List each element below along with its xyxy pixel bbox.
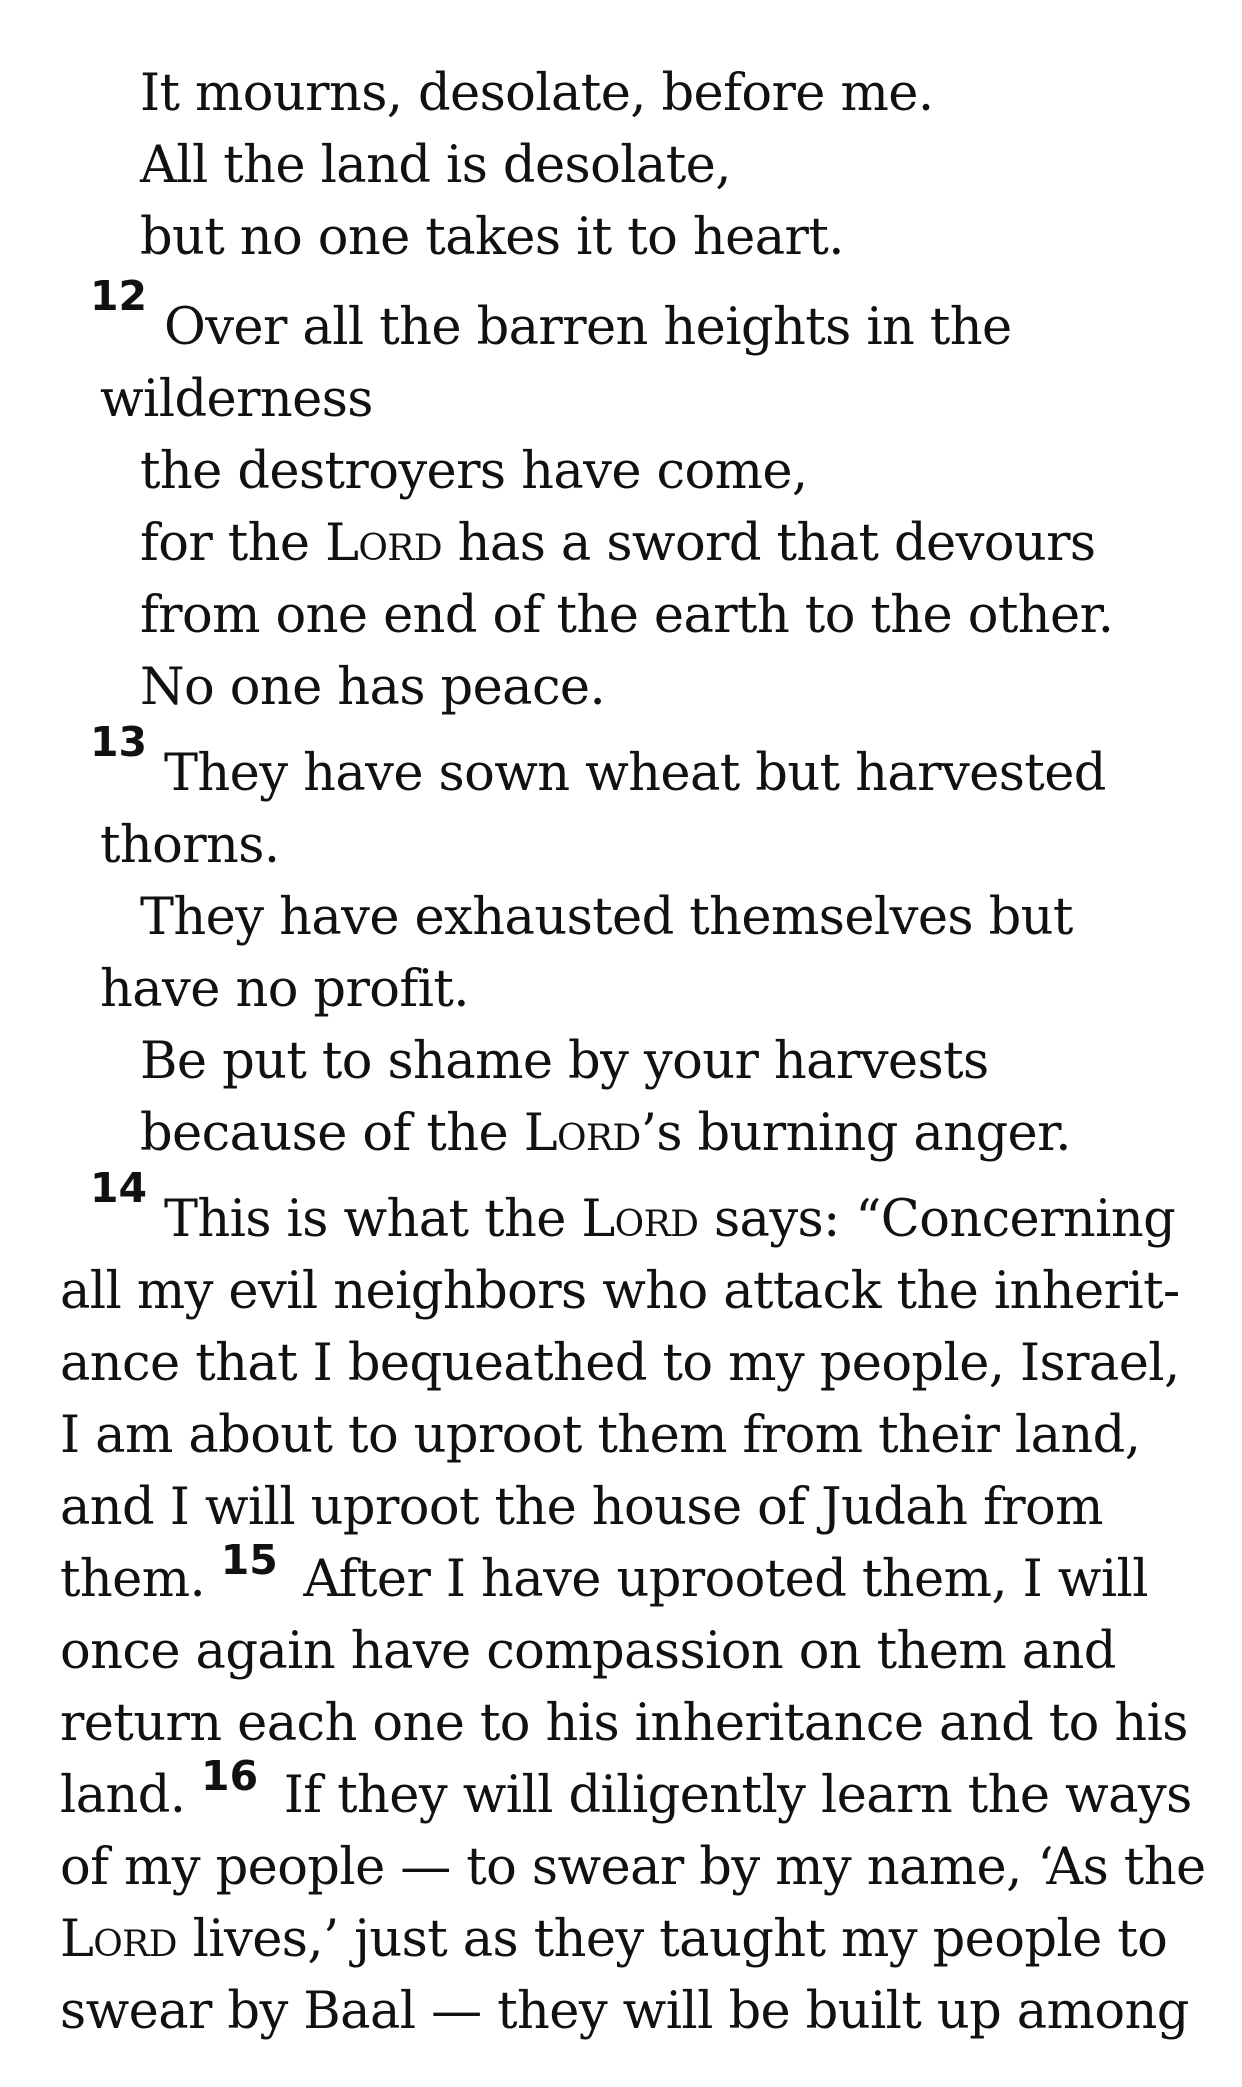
poetry-line — [140, 882, 1073, 954]
verse-text: wilderness — [100, 370, 373, 429]
prose-line — [60, 1904, 1167, 1976]
prose-line — [60, 1616, 1116, 1688]
poetry-line — [100, 364, 373, 436]
verse-text: have no profit. — [100, 960, 469, 1019]
verse-text: ance that I bequeathed to my people, Israel, — [60, 1334, 1180, 1393]
verse-number-14: 14 — [90, 1164, 148, 1212]
verse-number-13: 13 — [90, 718, 148, 766]
verse-text: If they will diligently learn the ways — [268, 1766, 1192, 1825]
verse-text: I am about to uproot them from their land, — [60, 1406, 1141, 1465]
verse-text: but no one takes it to heart. — [140, 208, 844, 267]
verse-text: from one end of the earth to the other. — [140, 586, 1114, 645]
prose-line — [164, 1184, 1175, 1256]
verse-text: Over all the barren heights in the — [164, 298, 1012, 357]
poetry-line — [164, 738, 1106, 810]
verse-text: has a sword that devours — [442, 514, 1096, 573]
verse-text: After I have uprooted them, I will — [287, 1550, 1148, 1609]
verse-text: the destroyers have come, — [140, 442, 808, 501]
verse-text: Be put to shame by your harvests — [140, 1032, 989, 1091]
prose-line — [60, 1832, 1206, 1904]
verse-text: ’s burning anger. — [640, 1104, 1071, 1163]
poetry-line — [140, 508, 1096, 580]
poetry-line — [100, 954, 469, 1026]
verse-text: They have exhausted themselves but — [140, 888, 1073, 947]
poetry-line — [140, 436, 808, 508]
verse-number-12: 12 — [90, 272, 148, 320]
verse-text: lives,’ just as they taught my people to — [176, 1910, 1168, 1969]
verse-text: return each one to his inheritance and to his — [60, 1694, 1188, 1753]
verse-text: says: “Concerning — [698, 1190, 1176, 1249]
prose-line — [60, 1752, 1192, 1832]
prose-line — [60, 1256, 1180, 1328]
verse-text: This is what the — [164, 1190, 582, 1249]
verse-text: once again have compassion on them and — [60, 1622, 1116, 1681]
poetry-line — [140, 652, 605, 724]
poetry-line — [140, 130, 731, 202]
prose-line — [60, 1976, 1189, 2048]
poetry-line — [100, 810, 279, 882]
verse-text: for the — [140, 514, 326, 573]
verse-text: because of the — [140, 1104, 524, 1163]
verse-text: land. — [60, 1766, 202, 1825]
verse-text: All the land is desolate, — [140, 136, 731, 195]
poetry-line — [140, 202, 844, 274]
verse-text: of my people — to swear by my name, ‘As the — [60, 1838, 1206, 1897]
prose-line — [60, 1328, 1180, 1400]
divine-name: Lord — [60, 1910, 177, 1969]
poetry-line — [164, 292, 1012, 364]
verse-text: No one has peace. — [140, 658, 606, 717]
poetry-line — [140, 1098, 1071, 1170]
prose-line — [60, 1688, 1188, 1760]
verse-number-16: 16 — [201, 1752, 259, 1800]
verse-text: They have sown wheat but harvested — [164, 744, 1106, 803]
poetry-line — [140, 1026, 989, 1098]
poetry-line — [140, 58, 933, 130]
divine-name: Lord — [581, 1190, 699, 1249]
verse-text: all my evil neighbors who attack the inherit- — [60, 1262, 1180, 1321]
divine-name: Lord — [325, 514, 443, 573]
poetry-line — [140, 580, 1113, 652]
prose-line — [60, 1400, 1140, 1472]
verse-text: and I will uproot the house of Judah from — [60, 1478, 1103, 1537]
verse-text: It mourns, desolate, before me. — [140, 64, 934, 123]
prose-line — [60, 1472, 1103, 1544]
verse-text: them. — [60, 1550, 221, 1609]
verse-text: swear by Baal — they will be built up among — [60, 1982, 1189, 2041]
verse-number-15: 15 — [220, 1536, 278, 1584]
verse-text: thorns. — [100, 816, 280, 875]
divine-name: Lord — [523, 1104, 641, 1163]
prose-line — [60, 1536, 1148, 1616]
